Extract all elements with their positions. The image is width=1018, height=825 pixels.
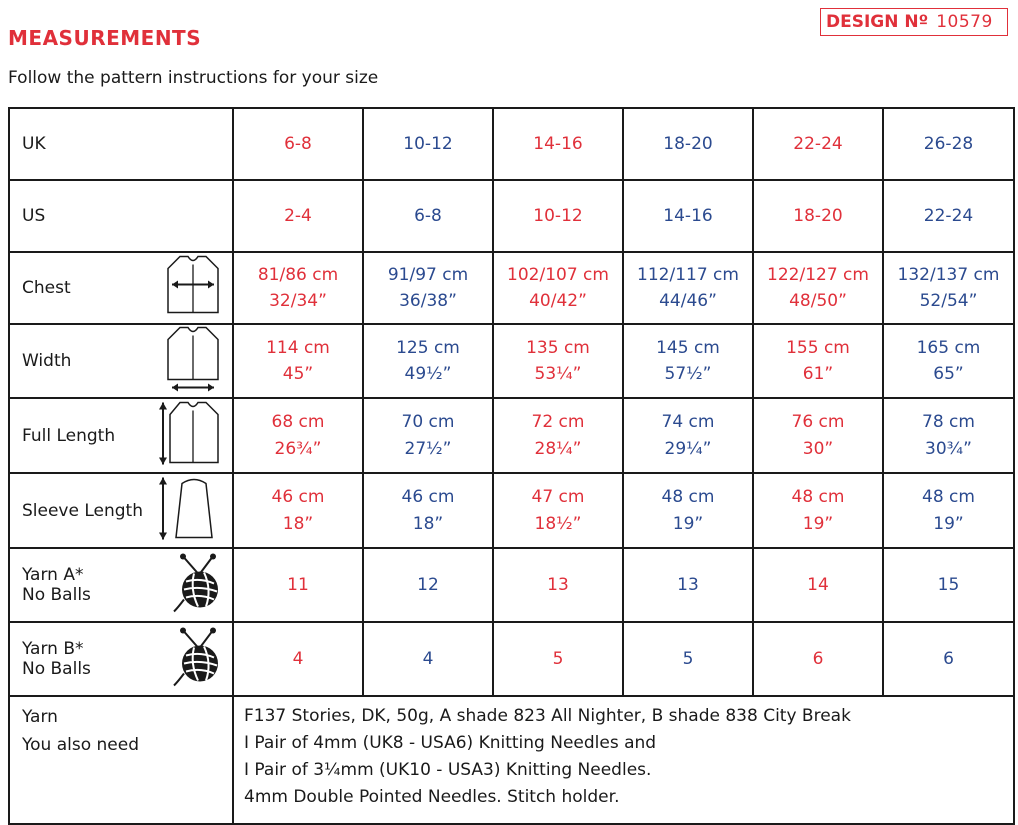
table-row-width [9, 324, 1014, 398]
materials-line: 4mm Double Pointed Needles. Stitch holder. [244, 787, 620, 807]
measure-cell: 132/137 cm 52/54” [883, 252, 1014, 324]
chest-width-diagram-icon [164, 253, 222, 324]
measure-cell: 122/127 cm 48/50” [753, 252, 883, 324]
table-row-yarn-b [9, 622, 1014, 696]
design-number-box [820, 8, 1008, 36]
row-label: Yarn A* No Balls [9, 548, 233, 622]
row-label: Yarn B* No Balls [9, 622, 233, 696]
row-label: UK [9, 108, 233, 180]
measure-cell: 78 cm 30¾” [883, 398, 1014, 473]
subtitle: Follow the pattern instructions for your size [8, 68, 379, 88]
size-cell: 14-16 [493, 108, 623, 180]
table-row-materials [9, 696, 1014, 824]
materials-labels [9, 696, 233, 824]
row-label: Sleeve Length [9, 473, 233, 548]
measure-cell: 91/97 cm 36/38” [363, 252, 493, 324]
table-row-yarn-a [9, 548, 1014, 622]
table-row-sleeve-length [9, 473, 1014, 548]
measure-cell: 48 cm 19” [883, 473, 1014, 548]
measure-cell: 46 cm 18” [233, 473, 363, 548]
measure-cell: 47 cm 18½” [493, 473, 623, 548]
row-label: US [9, 180, 233, 252]
row-label: Width [9, 324, 233, 398]
size-cell: 14-16 [623, 180, 753, 252]
yarn-ball-icon [172, 626, 222, 693]
row-label: Full Length [9, 398, 233, 473]
measure-cell: 68 cm 26¾” [233, 398, 363, 473]
measure-cell: 81/86 cm 32/34” [233, 252, 363, 324]
materials-line: F137 Stories, DK, 50g, A shade 823 All Nighter, B shade 838 City Break [244, 706, 851, 726]
yarn-label: Yarn [22, 707, 58, 727]
table-row-us [9, 180, 1014, 252]
size-cell: 18-20 [753, 180, 883, 252]
measure-cell: 125 cm 49½” [363, 324, 493, 398]
size-cell: 22-24 [753, 108, 883, 180]
materials-details [233, 696, 1014, 824]
sleeve-length-diagram-icon [158, 473, 222, 548]
materials-line: I Pair of 4mm (UK8 - USA6) Knitting Needles and [244, 733, 657, 753]
size-cell: 10-12 [363, 108, 493, 180]
hem-width-diagram-icon [164, 324, 222, 399]
measure-cell: 48 cm 19” [623, 473, 753, 548]
size-cell: 10-12 [493, 180, 623, 252]
measurements-table [8, 107, 1015, 825]
ball-count-cell: 13 [493, 548, 623, 622]
measure-cell: 76 cm 30” [753, 398, 883, 473]
measure-cell: 102/107 cm 40/42” [493, 252, 623, 324]
measure-cell: 165 cm 65” [883, 324, 1014, 398]
full-length-diagram-icon [158, 398, 222, 473]
table-row-chest [9, 252, 1014, 324]
row-label: Chest [9, 252, 233, 324]
table-row-full-length [9, 398, 1014, 473]
measure-cell: 70 cm 27½” [363, 398, 493, 473]
size-cell: 22-24 [883, 180, 1014, 252]
measure-cell: 145 cm 57½” [623, 324, 753, 398]
size-cell: 6-8 [363, 180, 493, 252]
measure-cell: 114 cm 45” [233, 324, 363, 398]
ball-count-cell: 13 [623, 548, 753, 622]
measure-cell: 135 cm 53¼” [493, 324, 623, 398]
ball-count-cell: 4 [363, 622, 493, 696]
size-cell: 6-8 [233, 108, 363, 180]
ball-count-cell: 15 [883, 548, 1014, 622]
ball-count-cell: 5 [623, 622, 753, 696]
ball-count-cell: 14 [753, 548, 883, 622]
ball-count-cell: 5 [493, 622, 623, 696]
measure-cell: 74 cm 29¼” [623, 398, 753, 473]
materials-line: I Pair of 3¼mm (UK10 - USA3) Knitting Needles. [244, 760, 652, 780]
measure-cell: 48 cm 19” [753, 473, 883, 548]
ball-count-cell: 6 [883, 622, 1014, 696]
size-cell: 26-28 [883, 108, 1014, 180]
ball-count-cell: 6 [753, 622, 883, 696]
table-row-uk [9, 108, 1014, 180]
ball-count-cell: 12 [363, 548, 493, 622]
measure-cell: 46 cm 18” [363, 473, 493, 548]
you-also-need-label: You also need [22, 735, 139, 755]
size-cell: 2-4 [233, 180, 363, 252]
page-title: MEASUREMENTS [8, 26, 202, 50]
ball-count-cell: 4 [233, 622, 363, 696]
measure-cell: 72 cm 28¼” [493, 398, 623, 473]
size-cell: 18-20 [623, 108, 753, 180]
ball-count-cell: 11 [233, 548, 363, 622]
design-label: DESIGN Nº [826, 12, 929, 32]
design-number: 10579 [936, 12, 993, 32]
yarn-ball-icon [172, 552, 222, 619]
measure-cell: 155 cm 61” [753, 324, 883, 398]
measure-cell: 112/117 cm 44/46” [623, 252, 753, 324]
